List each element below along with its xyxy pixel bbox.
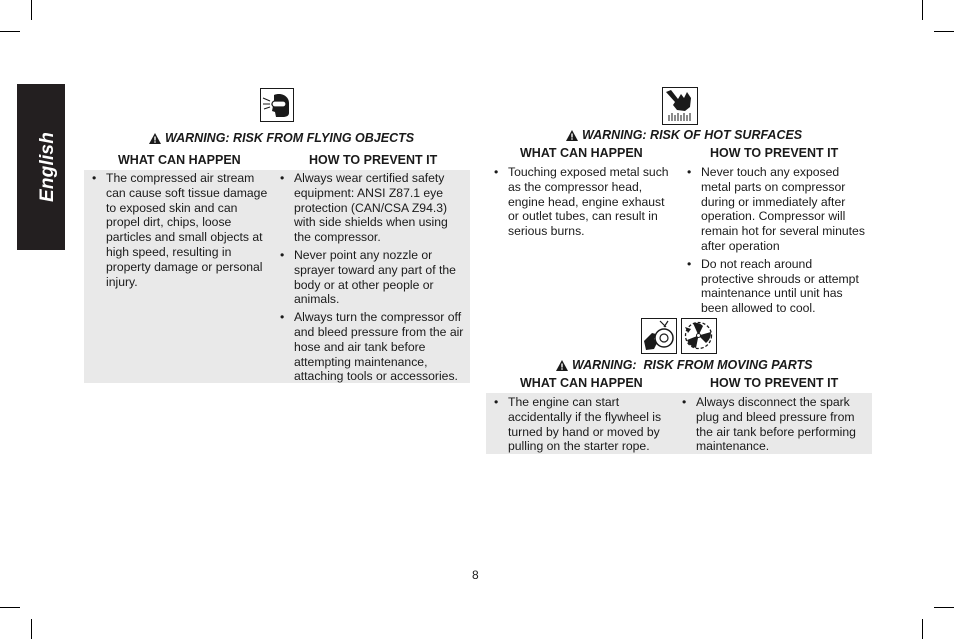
warning-title-hot — [566, 128, 802, 142]
what-can-happen-heading: WHAT CAN HAPPEN — [520, 146, 643, 160]
how-to-prevent-heading: HOW TO PREVENT IT — [309, 153, 438, 167]
crop-mark — [0, 31, 20, 32]
page-number: 8 — [472, 568, 479, 582]
warning-title-flying — [149, 131, 414, 145]
warning-triangle-icon — [556, 360, 568, 371]
how-list-flying — [280, 171, 466, 384]
what-list-hot — [494, 165, 676, 239]
crop-mark — [922, 0, 923, 20]
list-item: • Never point any nozzle or sprayer toward any part of the body or at other people or animals. — [280, 248, 466, 307]
list-item: • Always turn the compressor off and bleed pressure from the air hose and air tank before attempting maintenance, attaching tools or accessories. — [280, 310, 466, 384]
how-list-moving — [682, 395, 864, 454]
list-item: • Touching exposed metal such as the compressor head, engine head, engine exhaust or outlet tubes, can result in serious burns. — [494, 165, 676, 239]
what-list-moving — [494, 395, 670, 454]
crop-mark — [31, 0, 32, 20]
how-to-prevent-heading: HOW TO PREVENT IT — [710, 376, 839, 390]
warning-title-moving — [556, 358, 813, 372]
warning-triangle-icon — [149, 133, 161, 144]
how-list-hot — [687, 165, 867, 316]
list-item: • Do not reach around protective shrouds or attempt maintenance until unit has been allowed to cool. — [687, 257, 867, 316]
list-item: • The engine can start accidentally if the flywheel is turned by hand or moved by pulling on the starter rope. — [494, 395, 670, 454]
fan-blade-icon — [681, 318, 717, 354]
crop-mark — [0, 607, 20, 608]
list-item: • Always wear certified safety equipment: ANSI Z87.1 eye protection (CAN/CSA Z94.3) with side shields when using the compressor. — [280, 171, 466, 245]
hand-pulley-icon — [641, 318, 677, 354]
safety-goggles-icon — [260, 88, 294, 122]
warning-text: WARNING: RISK FROM MOVING PARTS — [572, 358, 813, 372]
list-item: • Never touch any exposed metal parts on compressor during or immediately after operation. Compressor will remain hot for several minutes after operation — [687, 165, 867, 254]
hot-surface-hand-icon — [662, 87, 698, 125]
warning-text: WARNING: RISK OF HOT SURFACES — [582, 128, 803, 142]
list-item: • The compressed air stream can cause soft tissue damage to exposed skin and can propel dirt, chips, loose particles and small objects at high speed, resulting in property damage or personal injury. — [92, 171, 270, 289]
crop-mark — [922, 619, 923, 639]
crop-mark — [934, 31, 954, 32]
what-can-happen-heading: WHAT CAN HAPPEN — [118, 153, 241, 167]
language-tab-label: English — [37, 132, 58, 203]
warning-text: WARNING: RISK FROM FLYING OBJECTS — [165, 131, 415, 145]
crop-mark — [31, 619, 32, 639]
crop-mark — [934, 607, 954, 608]
warning-triangle-icon — [566, 130, 578, 141]
what-can-happen-heading: WHAT CAN HAPPEN — [520, 376, 643, 390]
list-item: • Always disconnect the spark plug and bleed pressure from the air tank before performing maintenance. — [682, 395, 864, 454]
what-list-flying — [92, 171, 270, 289]
how-to-prevent-heading: HOW TO PREVENT IT — [710, 146, 839, 160]
